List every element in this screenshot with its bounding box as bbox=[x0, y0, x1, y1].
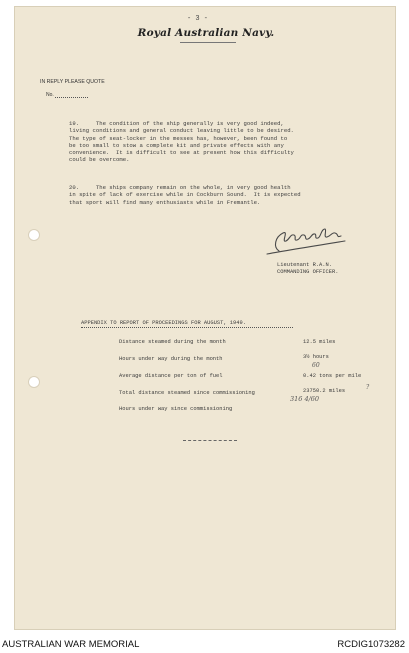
appendix-row-label: Distance steamed during the month bbox=[119, 339, 226, 345]
appendix-row-label: Average distance per ton of fuel bbox=[119, 373, 223, 379]
closing-rule bbox=[183, 440, 237, 441]
handwritten-signature bbox=[259, 221, 349, 255]
handwritten-total-hours: 316 4/60 bbox=[290, 395, 320, 403]
reply-label: IN REPLY PLEASE QUOTE bbox=[40, 79, 105, 85]
appendix-row-label: Hours under way during the month bbox=[119, 356, 223, 362]
appendix-row-value: 3½ hours bbox=[303, 354, 329, 360]
footer-catalogue-id: RCDIG1073282 bbox=[337, 639, 405, 650]
signature-rank-block: Lieutenant R.A.N. COMMANDING OFFICER. bbox=[277, 262, 339, 275]
appendix-title: APPENDIX TO REPORT OF PROCEEDINGS FOR AUGUST, 1949. bbox=[81, 320, 246, 326]
archive-footer bbox=[0, 630, 409, 653]
handwritten-mark: ? bbox=[366, 384, 370, 391]
punch-hole bbox=[28, 229, 40, 241]
appendix-row-value: 12.5 miles bbox=[303, 339, 336, 345]
appendix-row-value: 0.42 tons per mile bbox=[303, 373, 362, 379]
handwritten-fraction: 60 bbox=[312, 362, 320, 369]
letterhead-rule bbox=[180, 42, 236, 43]
appendix-title-underline bbox=[81, 327, 293, 328]
document-page bbox=[14, 6, 396, 630]
reference-number-line bbox=[55, 97, 88, 98]
paragraph-20: 20. The ships company remain on the whole, in very good health in spite of lack of exercise while in Cockburn Sound. It is expected that sport will find many enthusiasts while in Fremantle. bbox=[69, 184, 301, 206]
appendix-row-label: Total distance steamed since commissioning bbox=[119, 390, 255, 396]
reference-number-label: No. bbox=[46, 92, 54, 98]
page-number: - 3 - bbox=[187, 15, 209, 23]
letterhead: Royal Australian Navy. bbox=[137, 27, 275, 39]
appendix-row-label: Hours under way since commissioning bbox=[119, 406, 233, 412]
paragraph-19: 19. The condition of the ship generally is very good indeed, living conditions and general conduct leaving little to be desired. The type of seat-locker in the messes has, however, been found to be too small to stow a complete kit and private effects with any convenience. It is difficult to see at present how this difficulty could be overcome. bbox=[69, 120, 294, 164]
footer-institution: AUSTRALIAN WAR MEMORIAL bbox=[2, 639, 140, 650]
punch-hole bbox=[28, 376, 40, 388]
appendix-row-value: 23750.2 miles bbox=[303, 388, 346, 394]
